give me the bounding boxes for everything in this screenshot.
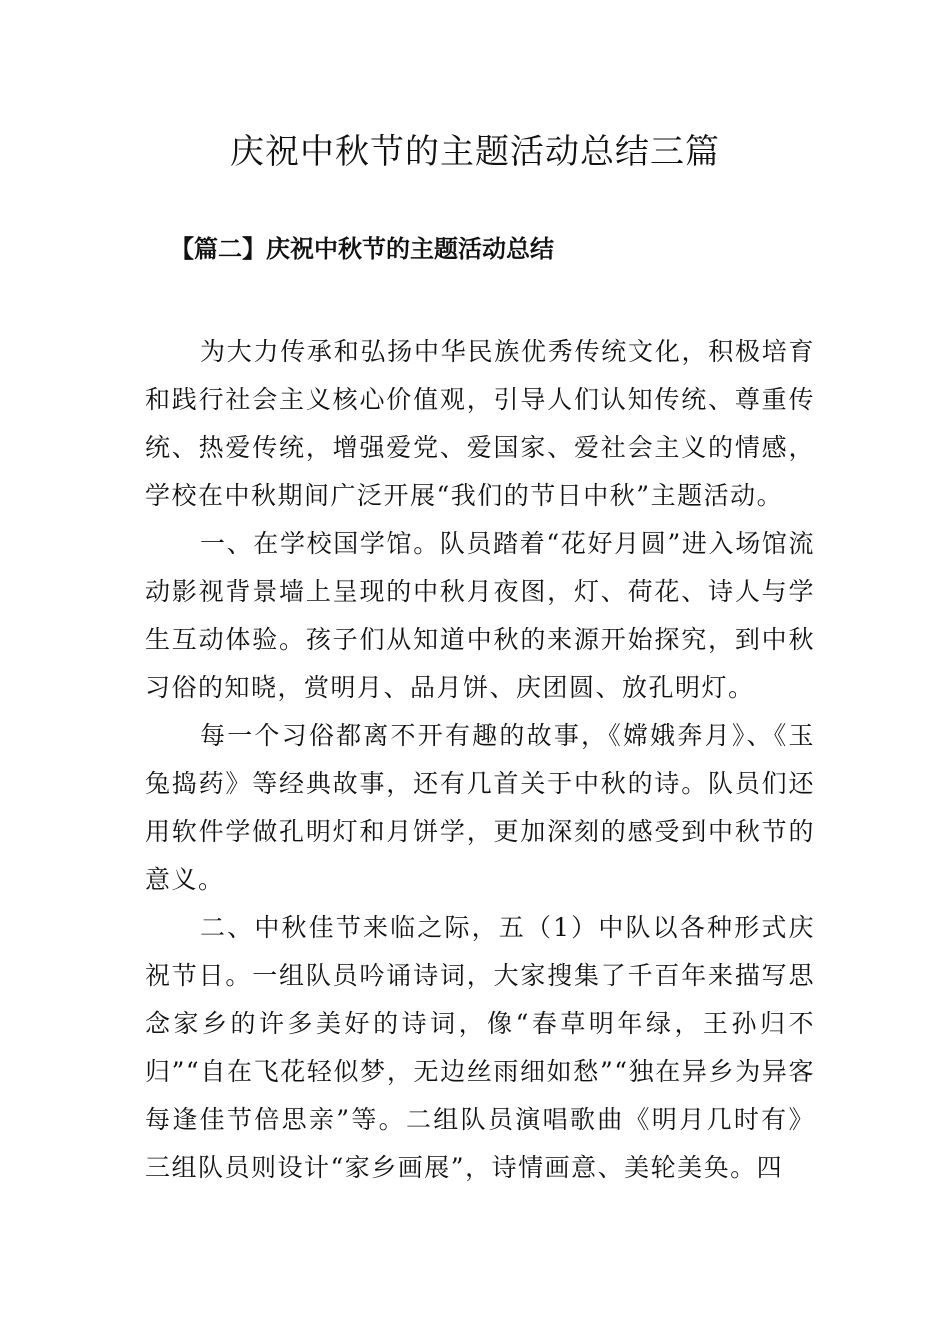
document-title: 庆祝中秋节的主题活动总结三篇 bbox=[230, 132, 720, 172]
paragraph-intro: 为大力传承和弘扬中华民族优秀传统文化，积极培育和践行社会主义核心价值观，引导人们认知传统、尊重传统、热爱传统，增强爱党、爱国家、爱社会主义的情感，学校在中秋期间广泛开展“我们的节日中秋”主题活动。 bbox=[145, 337, 815, 510]
section-heading: 【篇二】庆祝中秋节的主题活动总结 bbox=[170, 234, 554, 263]
paragraph-stories: 每一个习俗都离不开有趣的故事，《嫦娥奔月》、《玉兔捣药》等经典故事，还有几首关于中秋的诗。队员们还用软件学做孔明灯和月饼学，更加深刻的感受到中秋节的意义。 bbox=[145, 721, 815, 894]
document-body bbox=[145, 328, 815, 1192]
paragraph-class-activities: 二、中秋佳节来临之际，五（1）中队以各种形式庆祝节日。一组队员吟诵诗词，大家搜集了千百年来描写思念家乡的许多美好的诗词，像“春草明年绿，王孙归不归”“自在飞花轻似梦，无边丝雨细如愁”“独在异乡为异客每逢佳节倍思亲”等。二组队员演唱歌曲《明月几时有》三组队员则设计“家乡画展”，诗情画意、美轮美奂。四 bbox=[145, 913, 815, 1182]
paragraph-guoxueguan: 一、在学校国学馆。队员踏着“花好月圆”进入场馆流动影视背景墙上呈现的中秋月夜图，灯、荷花、诗人与学生互动体验。孩子们从知道中秋的来源开始探究，到中秋习俗的知晓，赏明月、品月饼、庆团圆、放孔明灯。 bbox=[145, 529, 815, 702]
